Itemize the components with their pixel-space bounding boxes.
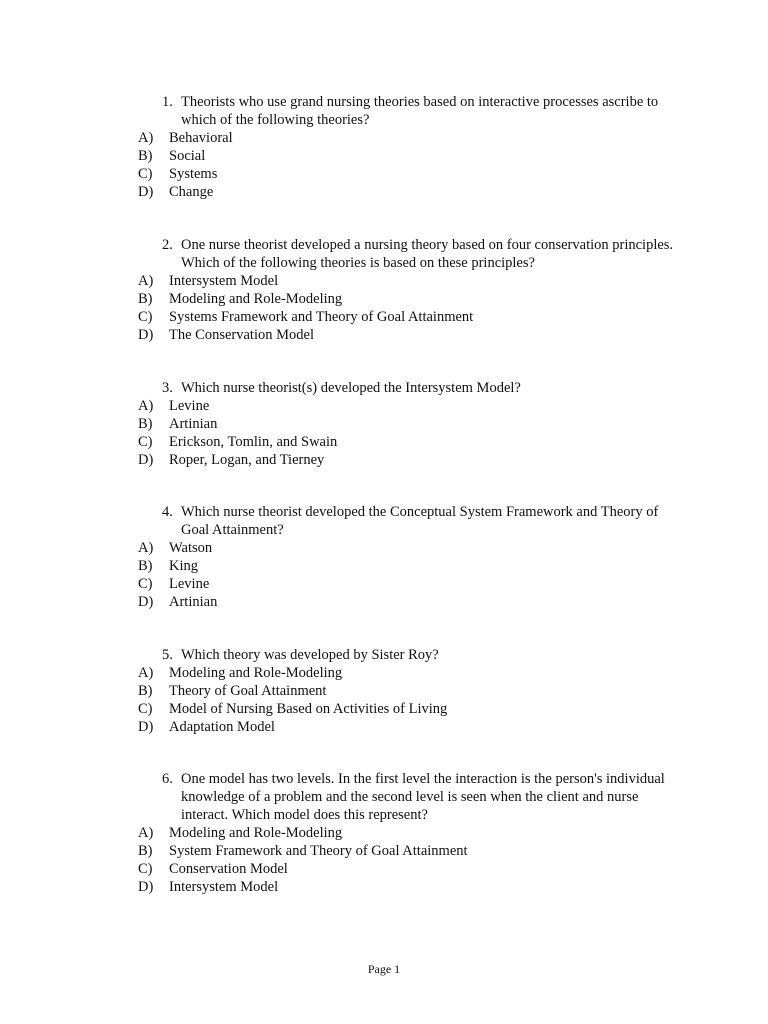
option-letter: D) xyxy=(138,327,154,343)
option-text: Modeling and Role-Modeling xyxy=(169,291,343,307)
option-text: Behavioral xyxy=(169,130,233,146)
answer-option-b xyxy=(138,290,678,308)
option-letter: B) xyxy=(138,843,153,859)
answer-option-c xyxy=(138,700,678,718)
option-text: Watson xyxy=(169,540,213,556)
question-text: Which theory was developed by Sister Roy? xyxy=(181,647,439,663)
answer-option-a xyxy=(138,824,678,842)
option-text: The Conservation Model xyxy=(169,327,314,343)
option-letter: D) xyxy=(138,452,154,468)
option-letter: C) xyxy=(138,861,153,877)
question-text: One nurse theorist developed a nursing theory based on four conservation principles. Which of the following theories is based on these principles? xyxy=(181,237,674,271)
answer-option-b xyxy=(138,682,678,700)
option-letter: C) xyxy=(138,166,153,182)
option-text: Change xyxy=(169,184,214,200)
option-letter: B) xyxy=(138,683,153,699)
question-number: 5. xyxy=(162,647,173,663)
option-text: Social xyxy=(169,148,206,164)
option-text: Artinian xyxy=(169,594,218,610)
option-text: Erickson, Tomlin, and Swain xyxy=(169,434,338,450)
option-letter: D) xyxy=(138,594,154,610)
option-letter: D) xyxy=(138,879,154,895)
option-text: Intersystem Model xyxy=(169,879,279,895)
option-letter: D) xyxy=(138,719,154,735)
option-text: Theory of Goal Attainment xyxy=(169,683,327,699)
question-number: 1. xyxy=(162,94,173,110)
option-text: Levine xyxy=(169,398,210,414)
question-3 xyxy=(138,379,678,469)
answer-options xyxy=(138,397,678,469)
answer-option-c xyxy=(138,165,678,183)
answer-option-c xyxy=(138,308,678,326)
question-text: One model has two levels. In the first level the interaction is the person's individual knowledge of a problem and the second level is seen when the client and nurse interact. Which model does this represent? xyxy=(181,771,665,823)
answer-option-b xyxy=(138,415,678,433)
option-text: Roper, Logan, and Tierney xyxy=(169,452,325,468)
question-5 xyxy=(138,646,678,736)
option-text: Modeling and Role-Modeling xyxy=(169,665,343,681)
question-stem xyxy=(138,93,678,129)
answer-option-d xyxy=(138,878,678,896)
option-letter: B) xyxy=(138,291,153,307)
answer-option-d xyxy=(138,183,678,201)
option-text: Levine xyxy=(169,576,210,592)
question-stem xyxy=(138,503,678,539)
option-letter: A) xyxy=(138,130,154,146)
answer-options xyxy=(138,129,678,201)
option-letter: C) xyxy=(138,434,153,450)
page-number: Page 1 xyxy=(367,962,401,976)
option-letter: B) xyxy=(138,148,153,164)
question-text: Theorists who use grand nursing theories based on interactive processes ascribe to which of the following theories? xyxy=(181,94,659,128)
option-text: Model of Nursing Based on Activities of Living xyxy=(169,701,448,717)
answer-options xyxy=(138,272,678,344)
option-letter: A) xyxy=(138,665,154,681)
question-1 xyxy=(138,93,678,201)
answer-option-a xyxy=(138,397,678,415)
answer-option-a xyxy=(138,664,678,682)
option-text: Systems xyxy=(169,166,218,182)
option-text: King xyxy=(169,558,198,574)
question-2 xyxy=(138,236,678,344)
answer-option-a xyxy=(138,539,678,557)
option-letter: A) xyxy=(138,540,154,556)
page-footer xyxy=(0,961,768,977)
answer-options xyxy=(138,824,678,896)
answer-option-d xyxy=(138,718,678,736)
option-text: Modeling and Role-Modeling xyxy=(169,825,343,841)
option-text: Artinian xyxy=(169,416,218,432)
option-letter: A) xyxy=(138,273,154,289)
question-stem xyxy=(138,379,678,397)
answer-option-a xyxy=(138,129,678,147)
answer-option-d xyxy=(138,326,678,344)
option-letter: A) xyxy=(138,825,154,841)
option-letter: C) xyxy=(138,309,153,325)
question-stem xyxy=(138,770,678,824)
question-text: Which nurse theorist(s) developed the Intersystem Model? xyxy=(181,380,521,396)
question-number: 6. xyxy=(162,771,173,787)
option-text: Conservation Model xyxy=(169,861,288,877)
answer-option-c xyxy=(138,860,678,878)
question-text: Which nurse theorist developed the Conceptual System Framework and Theory of Goal Attainment? xyxy=(181,504,659,538)
option-text: Intersystem Model xyxy=(169,273,279,289)
option-text: System Framework and Theory of Goal Attainment xyxy=(169,843,468,859)
option-letter: C) xyxy=(138,576,153,592)
option-letter: B) xyxy=(138,558,153,574)
option-text: Systems Framework and Theory of Goal Attainment xyxy=(169,309,474,325)
answer-options xyxy=(138,539,678,611)
question-stem xyxy=(138,236,678,272)
question-number: 3. xyxy=(162,380,173,396)
question-6 xyxy=(138,770,678,896)
answer-option-c xyxy=(138,433,678,451)
question-number: 4. xyxy=(162,504,173,520)
question-stem xyxy=(138,646,678,664)
option-letter: C) xyxy=(138,701,153,717)
answer-option-d xyxy=(138,451,678,469)
answer-option-a xyxy=(138,272,678,290)
answer-option-b xyxy=(138,147,678,165)
answer-option-d xyxy=(138,593,678,611)
option-letter: D) xyxy=(138,184,154,200)
answer-option-b xyxy=(138,557,678,575)
answer-option-c xyxy=(138,575,678,593)
answer-option-b xyxy=(138,842,678,860)
option-letter: A) xyxy=(138,398,154,414)
option-letter: B) xyxy=(138,416,153,432)
question-number: 2. xyxy=(162,237,173,253)
answer-options xyxy=(138,664,678,736)
question-4 xyxy=(138,503,678,611)
option-text: Adaptation Model xyxy=(169,719,275,735)
